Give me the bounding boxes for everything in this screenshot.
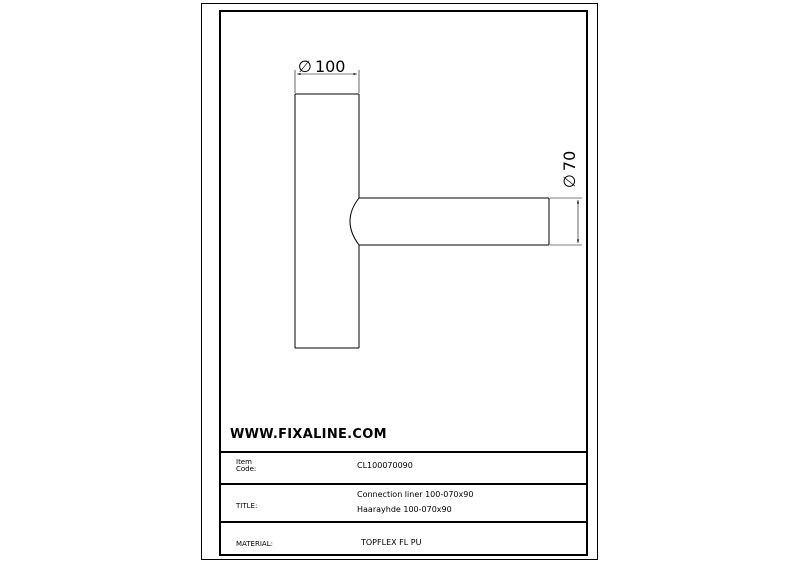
title-line-1: Connection liner 100-070x90 [357, 490, 474, 499]
main-diameter-value: 100 [314, 57, 346, 76]
item-code-value: CL100070090 [357, 461, 413, 470]
item-code-label-line2: Code: [236, 465, 257, 473]
material-value: TOPFLEX FL PU [361, 538, 422, 547]
diameter-symbol-branch: ∅ [560, 174, 579, 188]
diameter-symbol-main: ∅ [298, 57, 312, 76]
branch-diameter-value: 70 [560, 150, 579, 172]
item-code-label-line1: Item [236, 458, 252, 466]
dimension-branch-diameter [550, 198, 582, 245]
material-label: MATERIAL: [236, 540, 273, 548]
title-line-2: Haarayhde 100-070x90 [357, 505, 452, 514]
title-block-title [219, 483, 588, 521]
title-block-material [219, 521, 588, 554]
dimension-branch-label [560, 151, 579, 188]
title-label: TITLE: [236, 502, 258, 510]
title-block-item-code [219, 451, 588, 483]
branch-pipe [350, 198, 549, 245]
website-url: WWW.FIXALINE.COM [230, 427, 387, 442]
dimension-main-label [298, 57, 345, 76]
main-pipe [295, 94, 359, 348]
